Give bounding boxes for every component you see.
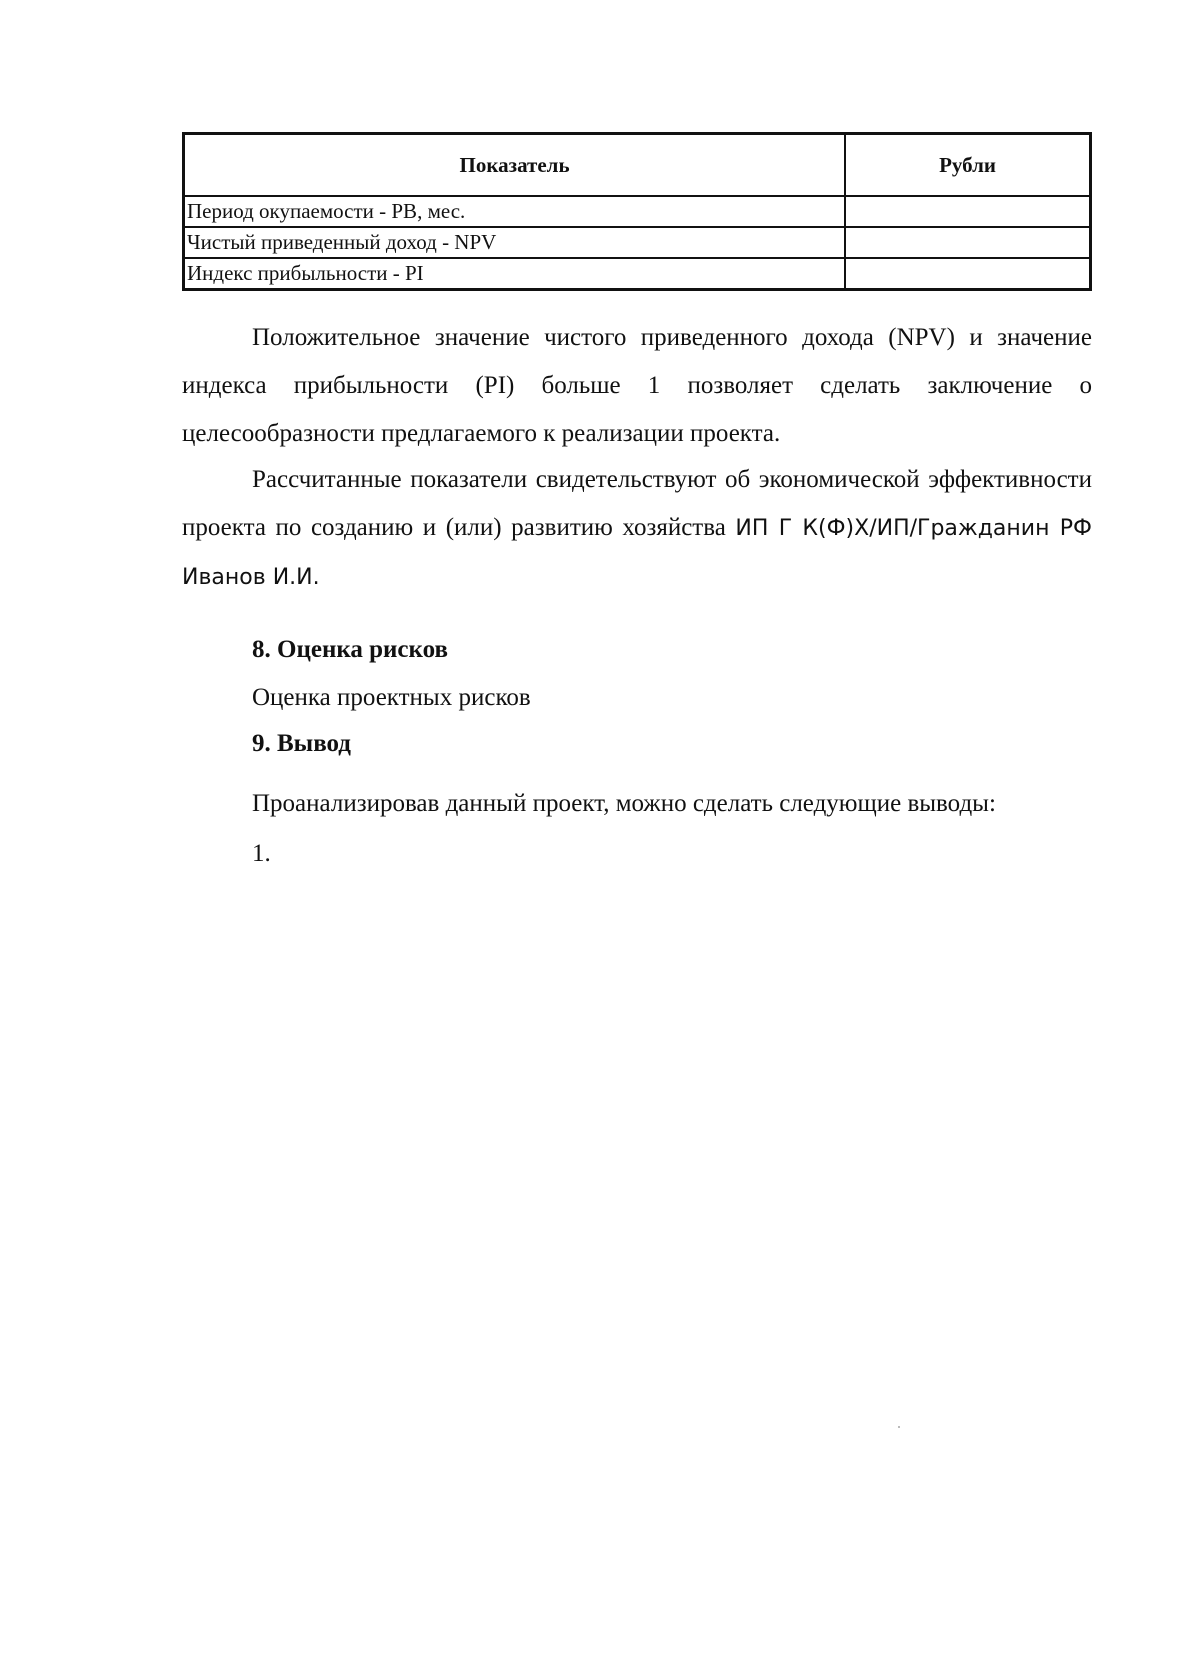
section-8-subheading: Оценка проектных рисков	[252, 684, 531, 711]
table-row	[184, 227, 1091, 258]
table-row	[184, 196, 1091, 227]
table-row	[184, 258, 1091, 290]
row-payback-period: Период окупаемости - PB, мес.	[184, 196, 846, 227]
paragraph1-text: Положительное значение чистого приведенного дохода (NPV) и значение индекса прибыльности (PI) больше 1 позволяет сделать заключение о целесообразности предлагаемого к реализации проекта.	[182, 324, 1092, 447]
npv-conclusion-paragraph	[182, 314, 1092, 458]
header-rubles: Рубли	[845, 134, 1090, 197]
row-pi: Индекс прибыльности - PI	[184, 258, 846, 290]
section-8-heading: 8. Оценка рисков	[252, 636, 448, 663]
header-indicator: Показатель	[184, 134, 846, 197]
efficiency-paragraph	[182, 456, 1092, 602]
conclusion-intro: Проанализировав данный проект, можно сделать следующие выводы:	[252, 790, 996, 817]
row-npv-value	[845, 227, 1090, 258]
indicators-table	[182, 132, 1092, 291]
paragraph2-serif: Рассчитанные показатели свидетельствуют об экономической эффективности проекта по созданию и (или) развитию хозяйства	[182, 466, 1092, 541]
row-pi-value	[845, 258, 1090, 290]
row-payback-value	[845, 196, 1090, 227]
conclusion-item-1: 1.	[252, 840, 271, 867]
scan-speck	[898, 1426, 900, 1428]
table-header-row	[184, 134, 1091, 197]
row-npv: Чистый приведенный доход - NPV	[184, 227, 846, 258]
section-9-heading: 9. Вывод	[252, 730, 351, 757]
paragraph2-entity: ИП Г К(Ф)Х/ИП/Гражданин РФ Иванов И.И.	[182, 516, 1092, 590]
